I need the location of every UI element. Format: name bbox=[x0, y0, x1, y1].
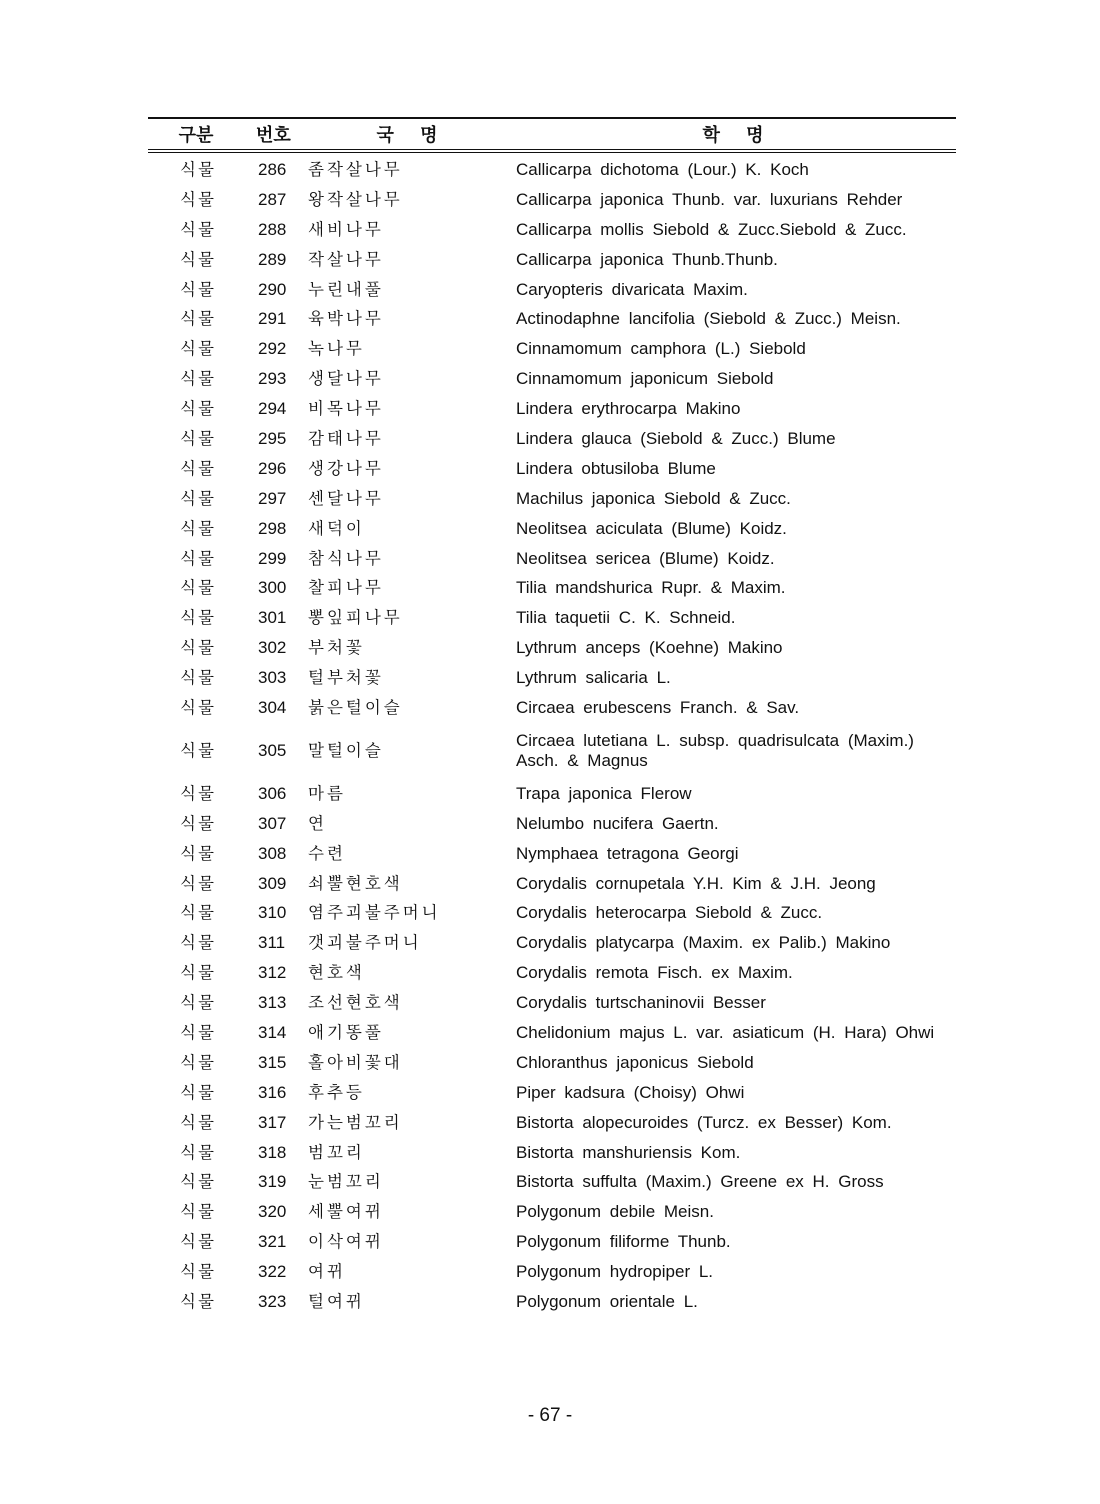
cell-korean-name: 수련 bbox=[308, 843, 346, 863]
cell-number: 295 bbox=[258, 428, 287, 448]
cell-korean-name: 갯괴불주머니 bbox=[308, 933, 422, 953]
cell-korean-name: 홀아비꽃대 bbox=[308, 1052, 403, 1072]
cell-korean-name: 부처꽃 bbox=[308, 638, 365, 658]
cell-category: 식물 bbox=[180, 843, 216, 863]
cell-scientific-name: Lindera erythrocarpa Makino bbox=[516, 399, 741, 419]
table-row bbox=[148, 424, 956, 454]
table-row bbox=[148, 1197, 956, 1227]
cell-scientific-name: Caryopteris divaricata Maxim. bbox=[516, 279, 748, 299]
cell-number: 318 bbox=[258, 1142, 287, 1162]
table-row bbox=[148, 1138, 956, 1168]
cell-category: 식물 bbox=[180, 1172, 216, 1192]
cell-category: 식물 bbox=[180, 993, 216, 1013]
cell-number: 323 bbox=[258, 1292, 287, 1311]
cell-scientific-name: Polygonum filiforme Thunb. bbox=[516, 1232, 731, 1252]
cell-korean-name: 후추등 bbox=[308, 1082, 365, 1102]
cell-number: 303 bbox=[258, 668, 287, 688]
table-row bbox=[148, 723, 956, 779]
table-row bbox=[148, 663, 956, 693]
cell-korean-name: 마름 bbox=[308, 783, 346, 803]
cell-korean-name: 여뀌 bbox=[308, 1262, 346, 1282]
cell-scientific-name: Tilia taquetii C. K. Schneid. bbox=[516, 608, 736, 628]
cell-number: 308 bbox=[258, 843, 287, 863]
table-row bbox=[148, 1287, 956, 1317]
cell-scientific-name: Chloranthus japonicus Siebold bbox=[516, 1052, 754, 1072]
table-row bbox=[148, 988, 956, 1018]
cell-category: 식물 bbox=[180, 873, 216, 893]
table-row bbox=[148, 958, 956, 988]
cell-scientific-name: Bistorta alopecuroides (Turcz. ex Besser) Kom. bbox=[516, 1112, 892, 1132]
table-row bbox=[148, 869, 956, 899]
cell-category: 식물 bbox=[180, 399, 216, 419]
cell-scientific-name: Chelidonium majus L. var. asiaticum (H. Hara) Ohwi bbox=[516, 1022, 935, 1042]
cell-scientific-name: Circaea erubescens Franch. & Sav. bbox=[516, 697, 800, 717]
table-row bbox=[148, 1168, 956, 1198]
cell-korean-name: 붉은털이슬 bbox=[308, 697, 403, 717]
cell-category: 식물 bbox=[180, 933, 216, 953]
table-row bbox=[148, 1048, 956, 1078]
cell-number: 304 bbox=[258, 697, 287, 717]
table-row bbox=[148, 1108, 956, 1138]
cell-scientific-name: Lindera glauca (Siebold & Zucc.) Blume bbox=[516, 428, 836, 448]
cell-category: 식물 bbox=[180, 903, 216, 923]
cell-category: 식물 bbox=[180, 1262, 216, 1282]
cell-category: 식물 bbox=[180, 1142, 216, 1162]
cell-number: 298 bbox=[258, 518, 287, 538]
cell-number: 306 bbox=[258, 783, 287, 803]
cell-number: 293 bbox=[258, 369, 287, 389]
cell-number: 307 bbox=[258, 813, 287, 833]
cell-category: 식물 bbox=[180, 608, 216, 628]
table-row bbox=[148, 304, 956, 334]
cell-category: 식물 bbox=[180, 1022, 216, 1042]
cell-category: 식물 bbox=[180, 740, 216, 760]
cell-scientific-name: Nymphaea tetragona Georgi bbox=[516, 843, 739, 863]
cell-korean-name: 현호색 bbox=[308, 963, 365, 983]
cell-category: 식물 bbox=[180, 518, 216, 538]
cell-category: 식물 bbox=[180, 458, 216, 478]
table-row bbox=[148, 1227, 956, 1257]
cell-scientific-name: Machilus japonica Siebold & Zucc. bbox=[516, 488, 791, 508]
table-row bbox=[148, 275, 956, 305]
cell-category: 식물 bbox=[180, 813, 216, 833]
cell-category: 식물 bbox=[180, 548, 216, 568]
cell-number: 302 bbox=[258, 638, 287, 658]
table-row bbox=[148, 514, 956, 544]
cell-number: 288 bbox=[258, 219, 287, 239]
cell-category: 식물 bbox=[180, 1052, 216, 1072]
cell-korean-name: 작살나무 bbox=[308, 249, 384, 269]
table-row bbox=[148, 779, 956, 809]
cell-number: 322 bbox=[258, 1262, 287, 1282]
header-double-rule bbox=[148, 149, 956, 153]
cell-number: 314 bbox=[258, 1022, 287, 1042]
table-row bbox=[148, 334, 956, 364]
table-header bbox=[148, 117, 956, 149]
cell-korean-name: 털부처꽃 bbox=[308, 668, 384, 688]
cell-category: 식물 bbox=[180, 1202, 216, 1222]
cell-number: 296 bbox=[258, 458, 287, 478]
cell-number: 297 bbox=[258, 488, 287, 508]
cell-scientific-name: Corydalis platycarpa (Maxim. ex Palib.) Makino bbox=[516, 933, 891, 953]
cell-korean-name: 참식나무 bbox=[308, 548, 384, 568]
cell-korean-name: 말털이슬 bbox=[308, 740, 384, 760]
cell-category: 식물 bbox=[180, 578, 216, 598]
table-row bbox=[148, 898, 956, 928]
cell-category: 식물 bbox=[180, 189, 216, 209]
cell-number: 313 bbox=[258, 993, 287, 1013]
cell-korean-name: 가는범꼬리 bbox=[308, 1112, 403, 1132]
cell-scientific-name: Polygonum orientale L. bbox=[516, 1292, 698, 1311]
cell-scientific-name: Corydalis remota Fisch. ex Maxim. bbox=[516, 963, 793, 983]
cell-scientific-name: Lythrum salicaria L. bbox=[516, 668, 671, 688]
cell-number: 309 bbox=[258, 873, 287, 893]
cell-scientific-name: Neolitsea sericea (Blume) Koidz. bbox=[516, 548, 775, 568]
cell-category: 식물 bbox=[180, 159, 216, 179]
cell-korean-name: 육박나무 bbox=[308, 309, 384, 329]
cell-scientific-name: Cinnamomum camphora (L.) Siebold bbox=[516, 339, 806, 359]
table-row bbox=[148, 364, 956, 394]
cell-scientific-name: Cinnamomum japonicum Siebold bbox=[516, 369, 774, 389]
cell-number: 301 bbox=[258, 608, 287, 628]
cell-number: 311 bbox=[258, 933, 286, 953]
cell-number: 300 bbox=[258, 578, 287, 598]
table-row bbox=[148, 544, 956, 574]
cell-scientific-name: Corydalis heterocarpa Siebold & Zucc. bbox=[516, 903, 823, 923]
cell-number: 287 bbox=[258, 189, 287, 209]
cell-category: 식물 bbox=[180, 309, 216, 329]
cell-scientific-name: Bistorta suffulta (Maxim.) Greene ex H. Gross bbox=[516, 1172, 884, 1192]
cell-korean-name: 연 bbox=[308, 813, 327, 833]
cell-scientific-name: Bistorta manshuriensis Kom. bbox=[516, 1142, 741, 1162]
table-row bbox=[148, 484, 956, 514]
cell-category: 식물 bbox=[180, 279, 216, 299]
cell-korean-name: 눈범꼬리 bbox=[308, 1172, 384, 1192]
table-row bbox=[148, 1078, 956, 1108]
cell-scientific-name: Polygonum debile Meisn. bbox=[516, 1202, 714, 1222]
cell-scientific-name: Callicarpa japonica Thunb. var. luxurians Rehder bbox=[516, 189, 903, 209]
cell-scientific-name: Corydalis cornupetala Y.H. Kim & J.H. Jeong bbox=[516, 873, 876, 893]
cell-korean-name: 찰피나무 bbox=[308, 578, 384, 598]
cell-number: 292 bbox=[258, 339, 287, 359]
cell-korean-name: 녹나무 bbox=[308, 339, 365, 359]
cell-scientific-name: Lindera obtusiloba Blume bbox=[516, 458, 716, 478]
cell-number: 310 bbox=[258, 903, 287, 923]
table-row bbox=[148, 633, 956, 663]
cell-korean-name: 뽕잎피나무 bbox=[308, 608, 403, 628]
table-row bbox=[148, 454, 956, 484]
cell-korean-name: 범꼬리 bbox=[308, 1142, 365, 1162]
cell-number: 319 bbox=[258, 1172, 287, 1192]
table-row bbox=[148, 215, 956, 245]
species-table bbox=[148, 117, 956, 1317]
cell-korean-name: 비목나무 bbox=[308, 399, 384, 419]
cell-korean-name: 세뿔여뀌 bbox=[308, 1202, 384, 1222]
cell-korean-name: 생강나무 bbox=[308, 458, 384, 478]
cell-category: 식물 bbox=[180, 1082, 216, 1102]
cell-category: 식물 bbox=[180, 369, 216, 389]
cell-category: 식물 bbox=[180, 697, 216, 717]
table-body bbox=[148, 155, 956, 1317]
table-row bbox=[148, 185, 956, 215]
cell-number: 315 bbox=[258, 1052, 287, 1072]
cell-number: 294 bbox=[258, 399, 287, 419]
cell-korean-name: 생달나무 bbox=[308, 369, 384, 389]
cell-scientific-name: Piper kadsura (Choisy) Ohwi bbox=[516, 1082, 745, 1102]
cell-korean-name: 조선현호색 bbox=[308, 993, 403, 1013]
cell-korean-name: 좀작살나무 bbox=[308, 159, 403, 179]
cell-category: 식물 bbox=[180, 219, 216, 239]
header-scientific-name: 학 명 bbox=[702, 125, 774, 146]
cell-korean-name: 쇠뿔현호색 bbox=[308, 873, 403, 893]
cell-category: 식물 bbox=[180, 963, 216, 983]
cell-category: 식물 bbox=[180, 638, 216, 658]
table-row bbox=[148, 809, 956, 839]
cell-category: 식물 bbox=[180, 428, 216, 448]
cell-scientific-name: Lythrum anceps (Koehne) Makino bbox=[516, 638, 783, 658]
cell-korean-name: 센달나무 bbox=[308, 488, 384, 508]
cell-scientific-name: Trapa japonica Flerow bbox=[516, 783, 692, 803]
table-row bbox=[148, 1018, 956, 1048]
table-row bbox=[148, 1257, 956, 1287]
cell-number: 316 bbox=[258, 1082, 287, 1102]
cell-category: 식물 bbox=[180, 668, 216, 688]
cell-category: 식물 bbox=[180, 339, 216, 359]
cell-korean-name: 감태나무 bbox=[308, 428, 384, 448]
cell-number: 289 bbox=[258, 249, 287, 269]
table-row bbox=[148, 394, 956, 424]
table-row bbox=[148, 245, 956, 275]
table-row bbox=[148, 839, 956, 869]
cell-korean-name: 염주괴불주머니 bbox=[308, 903, 441, 923]
cell-number: 299 bbox=[258, 548, 287, 568]
cell-scientific-name: Callicarpa mollis Siebold & Zucc.Siebold & Zucc. bbox=[516, 219, 907, 239]
cell-korean-name: 새비나무 bbox=[308, 219, 384, 239]
page-number: - 67 - bbox=[527, 1405, 573, 1426]
cell-scientific-name: Corydalis turtschaninovii Besser bbox=[516, 993, 766, 1013]
cell-scientific-name: Circaea lutetiana L. subsp. quadrisulcata (Maxim.) Asch. & Magnus bbox=[516, 730, 914, 770]
cell-category: 식물 bbox=[180, 783, 216, 803]
cell-category: 식물 bbox=[180, 249, 216, 269]
cell-number: 290 bbox=[258, 279, 287, 299]
cell-number: 305 bbox=[258, 740, 287, 760]
cell-korean-name: 왕작살나무 bbox=[308, 189, 403, 209]
cell-korean-name: 이삭여뀌 bbox=[308, 1232, 384, 1252]
table-row bbox=[148, 693, 956, 723]
cell-scientific-name: Actinodaphne lancifolia (Siebold & Zucc.) Meisn. bbox=[516, 309, 901, 329]
cell-number: 286 bbox=[258, 159, 287, 179]
cell-number: 312 bbox=[258, 963, 287, 983]
table-row bbox=[148, 603, 956, 633]
header-korean-name: 국 명 bbox=[376, 125, 448, 146]
cell-korean-name: 누린내풀 bbox=[308, 279, 384, 299]
cell-category: 식물 bbox=[180, 1292, 216, 1311]
header-number: 번호 bbox=[256, 125, 291, 146]
table-row bbox=[148, 928, 956, 958]
cell-number: 317 bbox=[258, 1112, 287, 1132]
cell-number: 321 bbox=[258, 1232, 287, 1252]
cell-category: 식물 bbox=[180, 1112, 216, 1132]
table-row bbox=[148, 155, 956, 185]
cell-scientific-name: Callicarpa japonica Thunb.Thunb. bbox=[516, 249, 778, 269]
cell-korean-name: 애기똥풀 bbox=[308, 1022, 384, 1042]
cell-scientific-name: Callicarpa dichotoma (Lour.) K. Koch bbox=[516, 159, 809, 179]
cell-scientific-name: Polygonum hydropiper L. bbox=[516, 1262, 714, 1282]
table-row bbox=[148, 573, 956, 603]
cell-category: 식물 bbox=[180, 488, 216, 508]
cell-number: 291 bbox=[258, 309, 287, 329]
cell-scientific-name: Tilia mandshurica Rupr. & Maxim. bbox=[516, 578, 786, 598]
cell-korean-name: 새덕이 bbox=[308, 518, 365, 538]
cell-scientific-name: Nelumbo nucifera Gaertn. bbox=[516, 813, 719, 833]
cell-number: 320 bbox=[258, 1202, 287, 1222]
cell-korean-name: 털여뀌 bbox=[308, 1292, 365, 1311]
cell-category: 식물 bbox=[180, 1232, 216, 1252]
header-category: 구분 bbox=[178, 125, 214, 146]
cell-scientific-name: Neolitsea aciculata (Blume) Koidz. bbox=[516, 518, 787, 538]
